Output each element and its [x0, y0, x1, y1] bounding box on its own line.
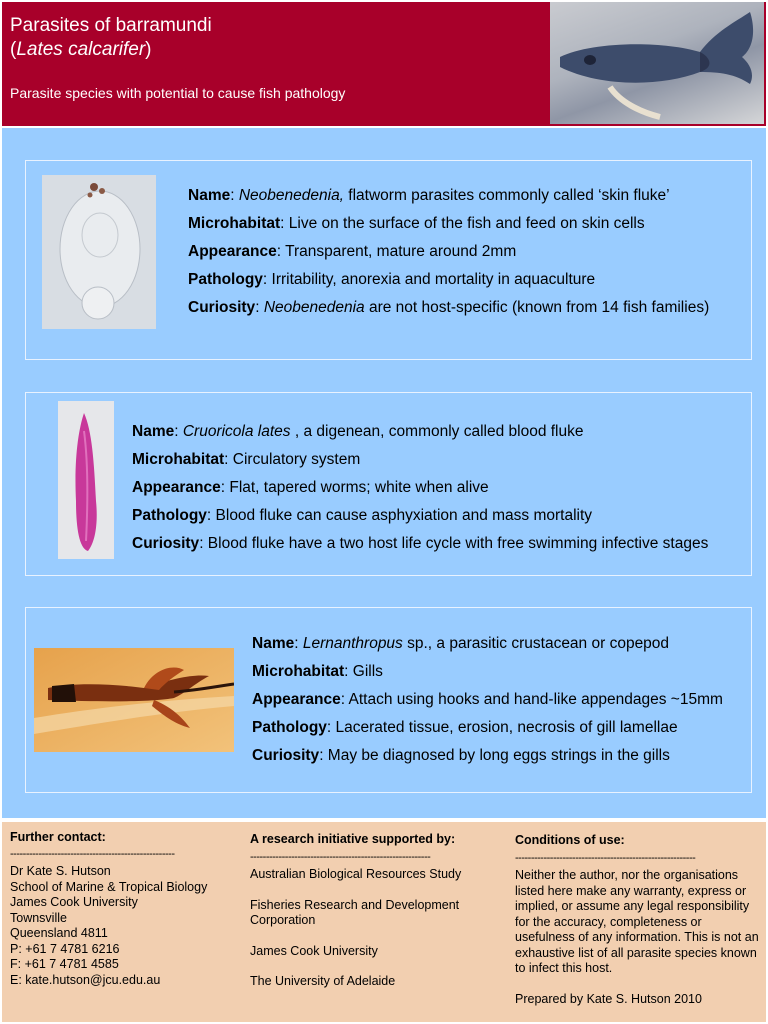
poster-subtitle: Parasite species with potential to cause fish pathology: [10, 85, 346, 101]
name-line: Name: Cruoricola lates , a digenean, commonly called blood fluke: [132, 423, 584, 440]
species-name: Neobenedenia,: [238, 187, 344, 204]
supporter-org: James Cook University: [250, 943, 378, 958]
parasite-card-cruoricola: [25, 392, 752, 576]
appearance-line: Appearance: Flat, tapered worms; white when alive: [132, 479, 489, 496]
pathology-line: Pathology: Lacerated tissue, erosion, necrosis of gill lamellae: [252, 719, 678, 736]
contact-fax: F: +61 7 4781 4585: [10, 957, 119, 971]
barramundi-fish-photo: [550, 2, 764, 124]
contact-line: James Cook University: [10, 895, 138, 909]
contact-line: School of Marine & Tropical Biology: [10, 879, 208, 894]
support-heading: A research initiative supported by:: [250, 832, 456, 846]
prepared-by: Prepared by Kate S. Hutson 2010: [515, 991, 702, 1006]
supporter-org: The University of Adelaide: [250, 974, 396, 988]
appearance-line: Appearance: Attach using hooks and hand-like appendages ~15mm: [252, 691, 723, 708]
poster-title: Parasites of barramundi: [10, 15, 212, 36]
species-name: Cruoricola lates: [182, 423, 295, 440]
parasite-card-neobenedenia: [25, 160, 752, 360]
conditions-text: Neither the author, nor the organisations listed here make any warranty, express or implied, or assume any legal responsibility for the accuracy, completeness or usefulness of any information. This is not an exhaustive list of all parasite species known to infect this host.: [515, 868, 759, 975]
parasite-panel: [2, 128, 766, 818]
pathology-line: Pathology: Irritability, anorexia and mortality in aquaculture: [188, 271, 596, 288]
species-name: Lernanthropus: [302, 635, 403, 652]
supporter-org: Australian Biological Resources Study: [250, 867, 462, 881]
blood-fluke-photo: [58, 401, 114, 559]
card2-text: [132, 418, 708, 558]
microhabitat-line: Microhabitat: Live on the surface of the fish and feed on skin cells: [188, 215, 645, 232]
contact-separator: ----------------------------------------------------: [10, 848, 175, 860]
name-line: Name: Neobenedenia, flatworm parasites commonly called ‘skin fluke’: [188, 187, 670, 204]
contact-line: Dr Kate S. Hutson: [10, 864, 111, 878]
contact-line: Townsville: [10, 910, 67, 925]
contact-line: Queensland 4811: [10, 926, 108, 940]
name-line: Name: Lernanthropus sp., a parasitic crustacean or copepod: [252, 635, 670, 652]
copepod-photo: [34, 648, 234, 752]
poster-species-name: Lates calcarifer: [16, 39, 146, 60]
card3-text: [252, 630, 723, 770]
microhabitat-line: Microhabitat: Gills: [252, 663, 383, 680]
curiosity-line: Curiosity: Neobenedenia are not host-specific (known from 14 fish families): [188, 299, 710, 316]
contact-email-link[interactable]: E: kate.hutson@jcu.edu.au: [10, 972, 161, 987]
microhabitat-line: Microhabitat: Circulatory system: [132, 451, 361, 468]
conditions-separator: ---------------------------------------------------------: [515, 852, 696, 864]
appearance-line: Appearance: Transparent, mature around 2mm: [188, 243, 517, 260]
contact-column: [10, 829, 220, 988]
supporter-org: Fisheries Research and Development Corporation: [250, 897, 460, 927]
support-separator: ---------------------------------------------------------: [250, 851, 431, 863]
support-column: [250, 831, 475, 990]
skin-fluke-photo: [42, 175, 156, 329]
contact-phone: P: +61 7 4781 6216: [10, 941, 120, 956]
curiosity-line: Curiosity: Blood fluke have a two host life cycle with free swimming infective stages: [132, 535, 709, 552]
contact-heading: Further contact:: [10, 830, 106, 844]
card1-text: [188, 182, 709, 322]
curiosity-line: Curiosity: May be diagnosed by long eggs strings in the gills: [252, 747, 670, 764]
footer-panel: [2, 822, 766, 1022]
parasite-card-lernanthropus: [25, 607, 752, 793]
pathology-line: Pathology: Blood fluke can cause asphyxiation and mass mortality: [132, 507, 593, 524]
poster-species-line: (Lates calcarifer): [10, 39, 152, 60]
conditions-heading: Conditions of use:: [515, 833, 625, 847]
conditions-column: [515, 832, 760, 1007]
